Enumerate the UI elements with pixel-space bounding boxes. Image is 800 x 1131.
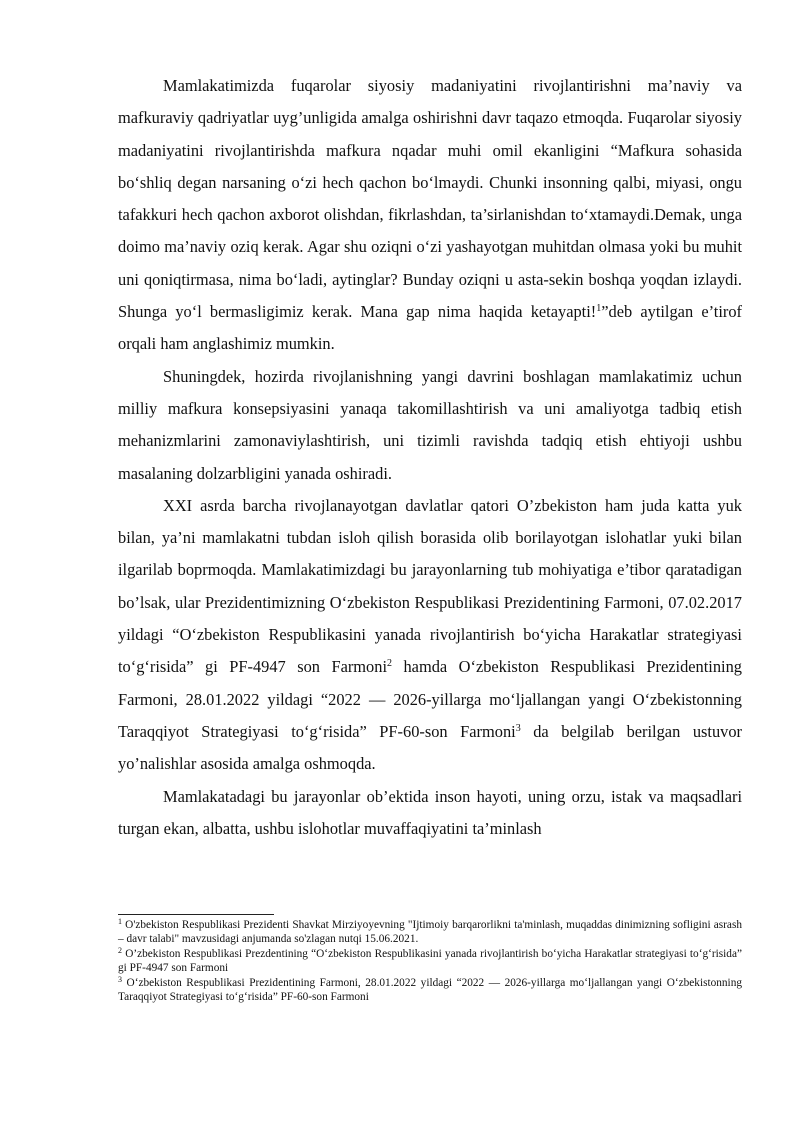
footnote-2-text: O’zbekiston Respublikasi Prezdentining “O‘zbekiston Respublikasini yanada rivojlantirish bo‘yicha Harakatlar strategiyasi to‘g‘risida” gi PF-4947 son Farmoni [118,947,742,975]
footnote-3-mark: 3 [118,974,122,984]
footnote-2-mark: 2 [118,945,122,955]
footnote-ref-1[interactable]: 1 [596,303,602,315]
body-text [118,70,742,845]
footnotes [118,918,742,1004]
paragraph-2 [118,361,742,490]
footnote-1-text: O'zbekiston Respublikasi Prezidenti Shavkat Mirziyoyevning "Ijtimoiy barqarorlikni ta'minlash, muqaddas dinimizning sofligini asrash – davr talabi" mavzusidagi anjumanda so'zlagan nutqi 15.06.2021. [118,919,742,946]
paragraph-3-text: XXI asrda barcha rivojlanayotgan davlatlar qatori O’zbekiston ham juda katta yuk bilan, ya’ni mamlakatni tubdan isloh qilish borasida olib borilayotgan islohatlar yuki bilan ilgarilab boprmoqda. Mamlakatimizdagi bu jarayonlarning tub mohiyatiga e’tibor qaratadigan bo’lsak, ular Prezidentimizning O‘zbekiston Respublikasi Prezidentining Farmoni, 07.02.2017 yildagi “O‘zbekiston Respublikasini yanada rivojlantirish bo‘yicha Harakatlar strategiyasi to‘g‘risida” gi PF-4947 son Farmoni [118,495,742,677]
footnote-ref-3[interactable]: 3 [515,722,521,734]
footnote-2 [118,947,742,976]
paragraph-3-tail-2: da belgilab berilgan ustuvor yo’nalishlar asosida amalga oshmoqda. [118,721,742,774]
paragraph-2-text: Shuningdek, hozirda rivojlanishning yangi davrini boshlagan mamlakatimiz uchun milliy mafkura konsepsiyasini yanaqa takomillashtirish va uni amaliyotga tadbiq etish mehanizmlarini zamonaviylashtirish, uni tizimli ravishda tadqiq etish ehtiyoji ushbu masalaning dolzarbligini yanada oshiradi. [118,366,742,483]
paragraph-4 [118,781,742,846]
footnote-1-mark: 1 [118,917,122,926]
paragraph-3 [118,490,742,781]
footnote-3-text: O‘zbekiston Respublikasi Prezidentining Farmoni, 28.01.2022 yildagi “2022 — 2026-yillarga mo‘ljallangan yangi O‘zbekistonning Taraqqiyot Strategiyasi to‘g‘risida” PF-60-son Farmoni [118,976,742,1004]
paragraph-1 [118,70,742,361]
paragraph-4-text: Mamlakatadagi bu jarayonlar ob’ektida inson hayoti, uning orzu, istak va maqsadlari turgan ekan, albatta, ushbu islohotlar muvaffaqiyatini ta’minlash [118,786,742,838]
footnote-separator [118,914,274,915]
paragraph-1-text: Mamlakatimizda fuqarolar siyosiy madaniyatini rivojlantirishni ma’naviy va mafkuraviy qadriyatlar uyg’unligida amalga oshirishni davr taqazo etmoqda. Fuqarolar siyosiy madaniyatini rivojlantirishda mafkura nqadar muhi omil ekanligini “Mafkura sohasida bo‘shliq degan narsaning o‘zi hech qachon bo‘lmaydi. Chunki insonning qalbi, miyasi, ongu tafakkuri hech qachon axborot olishdan, fikrlashdan, ta’sirlanishdan to‘xtamaydi.Demak, unga doimo ma’naviy oziq kerak. Agar shu oziqni o‘zi yashayotgan muhitdan olmasa yoki bu muhit uni qoniqtirmasa, nima bo‘ladi, aytinglar? Bunday oziqni u asta-sekin boshqa yoqdan izlaydi. Shunga yo‘l bermasligimiz kerak. Mana gap nima haqida ketayapti! [118,76,742,322]
footnote-1 [118,918,742,947]
footnote-ref-2[interactable]: 2 [387,658,392,670]
paragraph-1-tail: ”deb aytilgan e’tirof orqali ham anglashimiz mumkin. [118,302,742,354]
paragraph-3-tail: hamda O‘zbekiston Respublikasi Prezidentining Farmoni, 28.01.2022 yildagi “2022 — 2026-yillarga mo‘ljallangan yangi O‘zbekistonning Taraqqiyot Strategiyasi to‘g‘risida” PF-60-son Farmoni [118,657,742,741]
footnote-3 [118,976,742,1005]
